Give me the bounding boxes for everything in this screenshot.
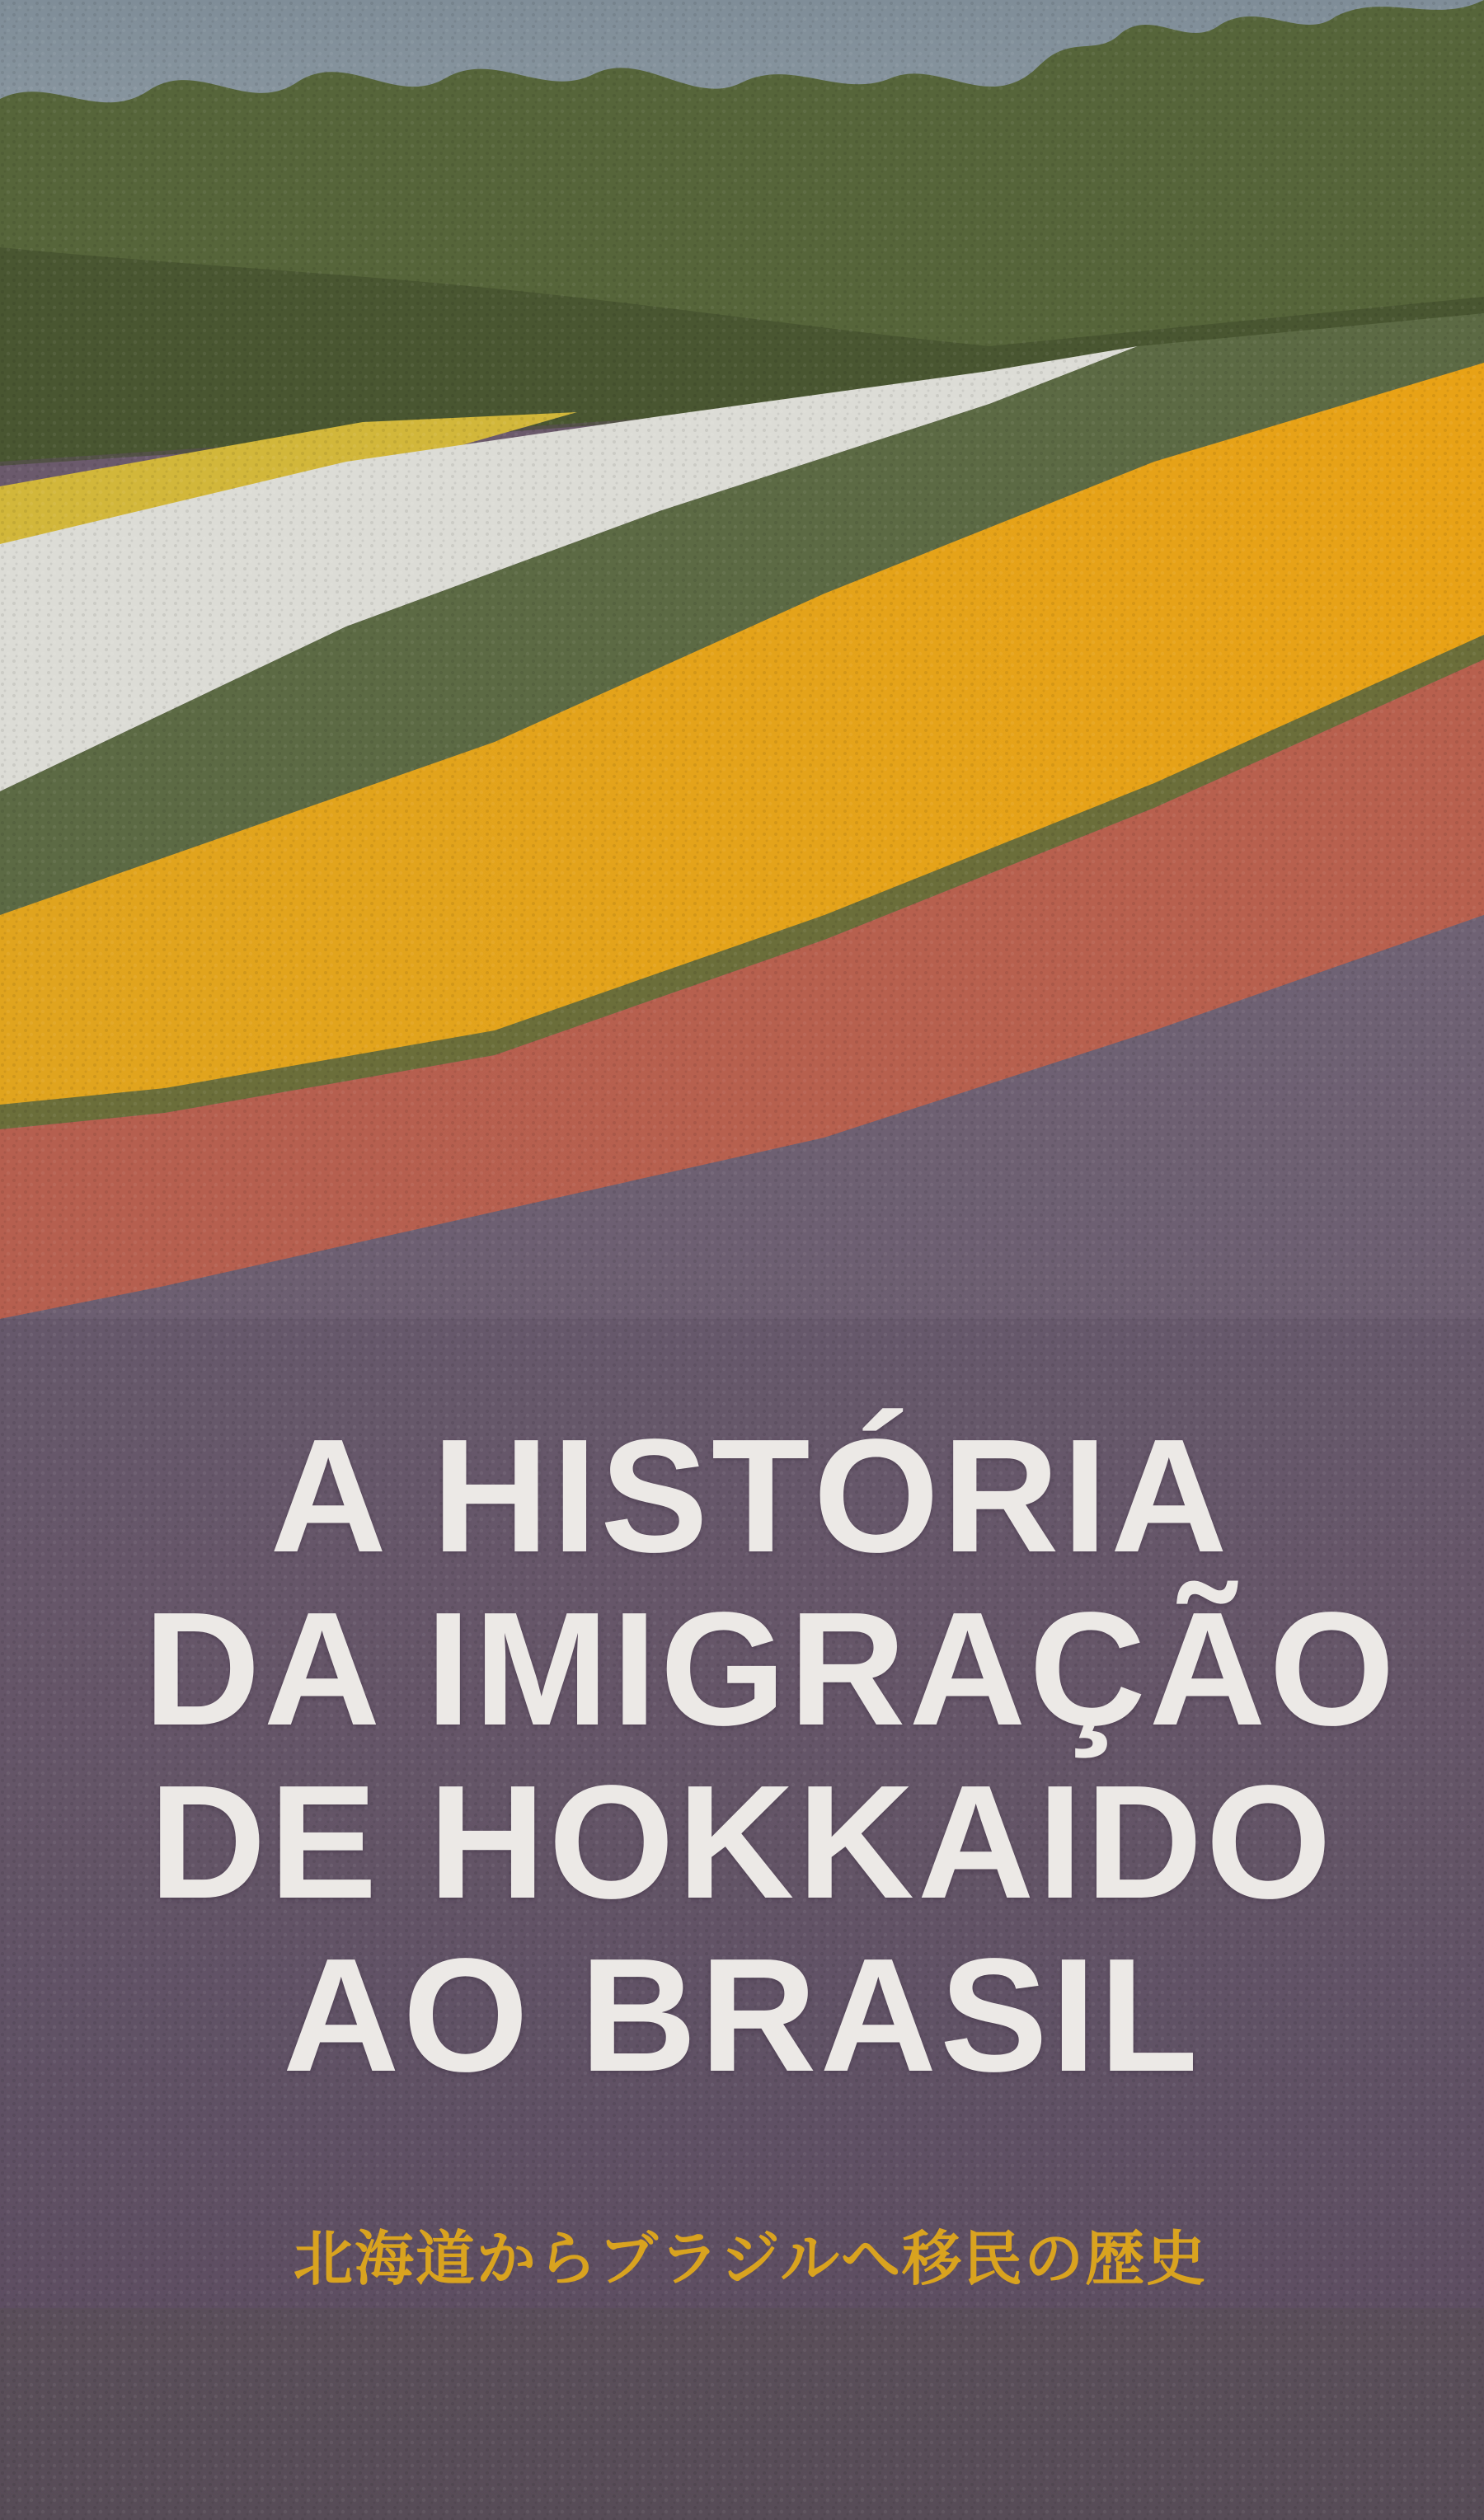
japanese-subtitle: 北海道からブラジルへ移民の歴史 (293, 2224, 1208, 2293)
title-line-4: AO BRASIL (283, 1925, 1201, 2105)
title-line-3: DE HOKKAIDO (149, 1752, 1335, 1932)
cover-title (0, 1405, 1484, 2105)
title-line-2: DA IMIGRAÇÃO (143, 1579, 1398, 1759)
title-line-1: A HISTÓRIA (270, 1405, 1231, 1586)
